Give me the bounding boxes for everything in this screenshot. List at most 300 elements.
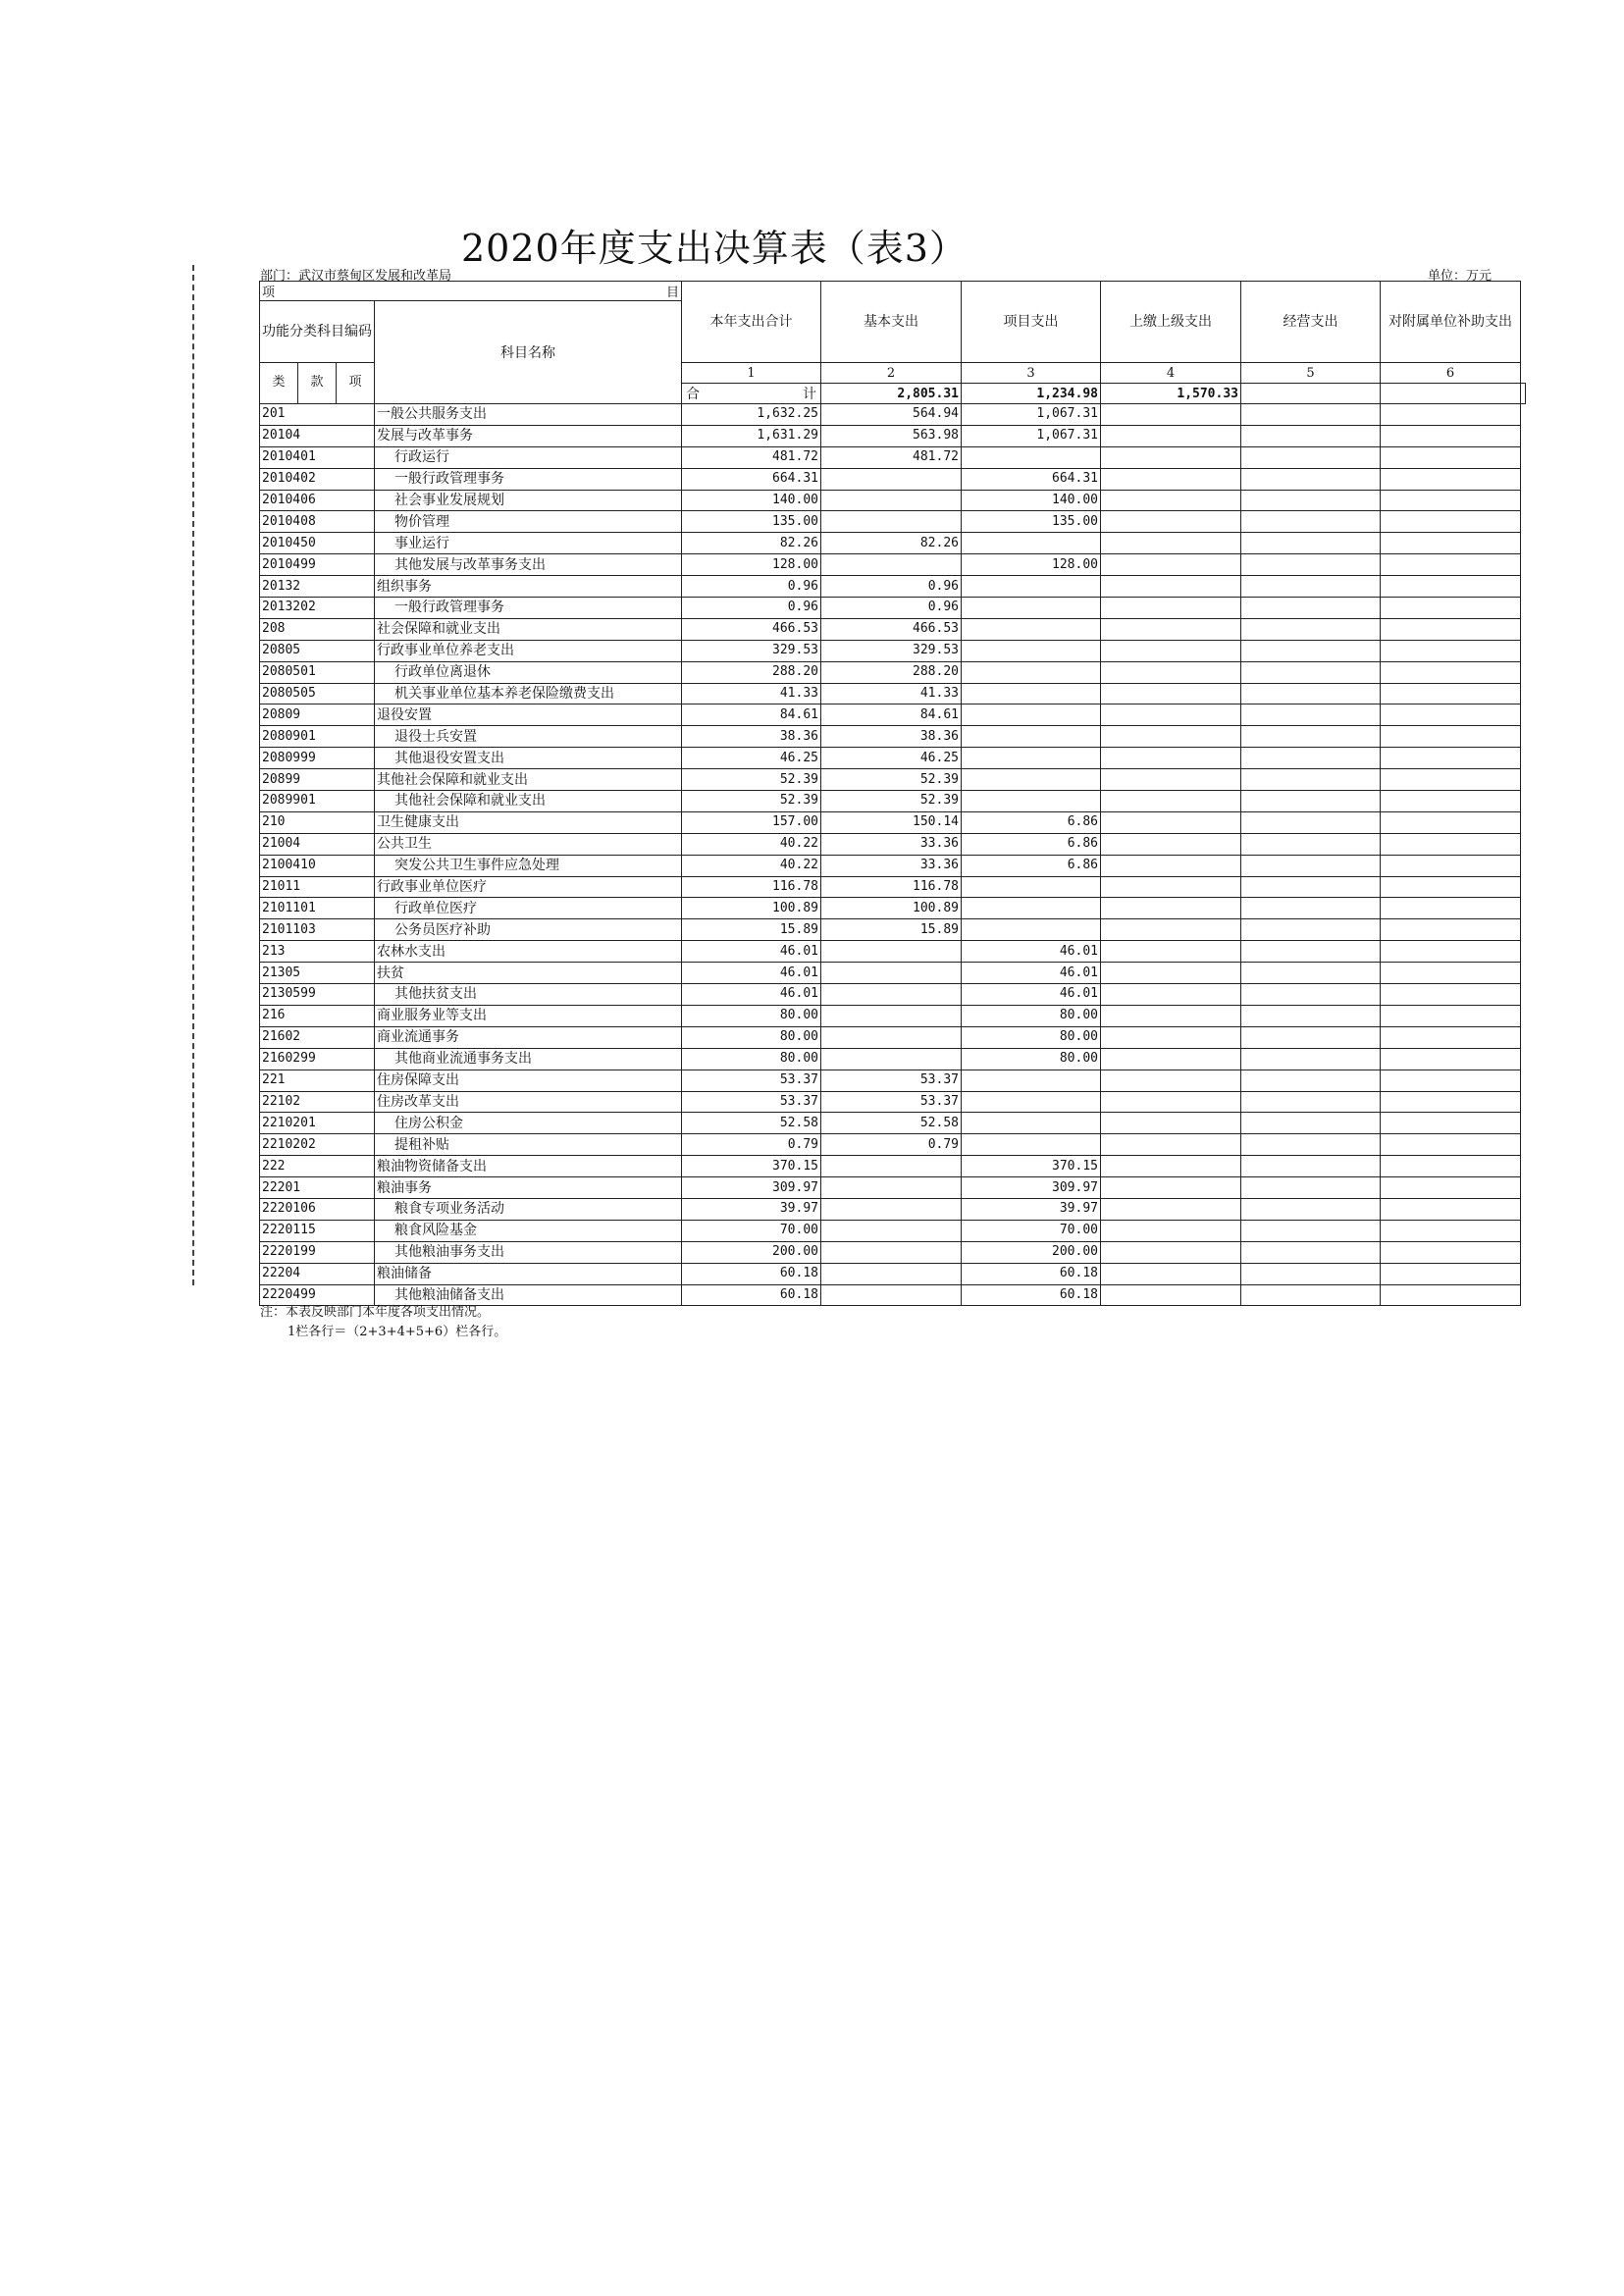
table-row xyxy=(260,791,1526,812)
row-value-6 xyxy=(1381,919,1521,941)
row-value-2: 38.36 xyxy=(821,726,962,748)
row-name: 公共卫生 xyxy=(375,833,682,855)
row-name: 一般行政管理事务 xyxy=(375,468,682,490)
row-code: 2080505 xyxy=(260,683,375,704)
row-code: 22204 xyxy=(260,1263,375,1284)
row-code: 22201 xyxy=(260,1177,375,1199)
row-value-5 xyxy=(1241,1070,1381,1091)
row-value-6 xyxy=(1381,404,1521,426)
row-value-3 xyxy=(962,748,1101,769)
col-header-3: 项目支出 xyxy=(962,282,1101,363)
row-value-3: 80.00 xyxy=(962,1005,1101,1026)
row-code: 2080501 xyxy=(260,661,375,683)
row-value-2: 0.96 xyxy=(821,576,962,598)
col-number-2: 2 xyxy=(821,363,962,384)
row-value-5 xyxy=(1241,984,1381,1006)
row-value-3 xyxy=(962,533,1101,554)
row-value-2 xyxy=(821,554,962,576)
total-label-he: 合 xyxy=(686,387,700,402)
row-name: 行政事业单位养老支出 xyxy=(375,640,682,661)
row-name: 一般公共服务支出 xyxy=(375,404,682,426)
row-name: 扶贫 xyxy=(375,963,682,984)
row-value-6 xyxy=(1381,1263,1521,1284)
row-code: 2100410 xyxy=(260,855,375,876)
row-name: 行政事业单位医疗 xyxy=(375,876,682,898)
table-row xyxy=(260,490,1526,511)
row-code: 222 xyxy=(260,1156,375,1177)
header-name-label: 科目名称 xyxy=(375,301,682,404)
row-value-2 xyxy=(821,984,962,1006)
row-value-4 xyxy=(1101,404,1241,426)
row-value-1: 1,632.25 xyxy=(682,404,821,426)
row-value-5 xyxy=(1241,661,1381,683)
row-value-6 xyxy=(1381,704,1521,726)
row-value-1: 40.22 xyxy=(682,833,821,855)
row-value-4 xyxy=(1101,963,1241,984)
row-name: 退役士兵安置 xyxy=(375,726,682,748)
row-name: 农林水支出 xyxy=(375,941,682,963)
row-value-3: 309.97 xyxy=(962,1177,1101,1199)
table-row xyxy=(260,1113,1526,1134)
table-row xyxy=(260,898,1526,919)
page-edge-mark xyxy=(192,265,196,1285)
row-value-6 xyxy=(1381,984,1521,1006)
note-line-2: 1栏各行＝（2+3+4+5+6）栏各行。 xyxy=(288,1325,507,1339)
row-code: 2130599 xyxy=(260,984,375,1006)
row-value-5 xyxy=(1241,941,1381,963)
table-row xyxy=(260,1070,1526,1091)
row-value-3 xyxy=(962,446,1101,468)
row-value-4 xyxy=(1101,833,1241,855)
row-name: 其他社会保障和就业支出 xyxy=(375,791,682,812)
row-code: 20132 xyxy=(260,576,375,598)
row-value-5 xyxy=(1241,748,1381,769)
row-value-3: 200.00 xyxy=(962,1241,1101,1263)
row-value-6 xyxy=(1381,683,1521,704)
row-value-5 xyxy=(1241,533,1381,554)
row-code: 2210201 xyxy=(260,1113,375,1134)
row-value-5 xyxy=(1241,598,1381,619)
row-value-6 xyxy=(1381,1113,1521,1134)
row-value-6 xyxy=(1381,811,1521,833)
row-value-4 xyxy=(1101,726,1241,748)
table-row xyxy=(260,554,1526,576)
row-value-2: 564.94 xyxy=(821,404,962,426)
row-code: 2080901 xyxy=(260,726,375,748)
row-value-1: 82.26 xyxy=(682,533,821,554)
row-value-3 xyxy=(962,598,1101,619)
row-name: 提租补贴 xyxy=(375,1134,682,1156)
row-value-1: 80.00 xyxy=(682,1048,821,1070)
col-header-5: 经营支出 xyxy=(1241,282,1381,363)
row-value-5 xyxy=(1241,1156,1381,1177)
row-code: 2010402 xyxy=(260,468,375,490)
row-value-6 xyxy=(1381,941,1521,963)
row-value-4 xyxy=(1101,898,1241,919)
row-value-2: 150.14 xyxy=(821,811,962,833)
row-value-5 xyxy=(1241,683,1381,704)
row-name: 住房改革支出 xyxy=(375,1091,682,1113)
row-value-4 xyxy=(1101,683,1241,704)
row-value-4 xyxy=(1101,1241,1241,1263)
row-value-1: 200.00 xyxy=(682,1241,821,1263)
row-value-1: 157.00 xyxy=(682,811,821,833)
total-value-1: 2,805.31 xyxy=(821,384,962,404)
row-name: 其他社会保障和就业支出 xyxy=(375,769,682,791)
row-value-5 xyxy=(1241,963,1381,984)
header-lei-kuan-xiang xyxy=(260,363,375,404)
row-value-6 xyxy=(1381,1091,1521,1113)
total-value-5 xyxy=(1381,384,1521,404)
row-value-4 xyxy=(1101,941,1241,963)
row-value-2: 82.26 xyxy=(821,533,962,554)
row-value-3: 1,067.31 xyxy=(962,425,1101,446)
row-value-1: 52.39 xyxy=(682,791,821,812)
row-value-5 xyxy=(1241,404,1381,426)
row-value-6 xyxy=(1381,576,1521,598)
header-code-label: 功能分类科目编码 xyxy=(260,301,375,363)
row-value-1: 100.89 xyxy=(682,898,821,919)
total-label-ji: 计 xyxy=(803,387,816,402)
row-value-3: 128.00 xyxy=(962,554,1101,576)
row-value-5 xyxy=(1241,1284,1381,1306)
row-value-1: 288.20 xyxy=(682,661,821,683)
expenditure-table xyxy=(259,281,1526,1306)
row-code: 2013202 xyxy=(260,598,375,619)
row-value-4 xyxy=(1101,1198,1241,1220)
row-value-5 xyxy=(1241,618,1381,640)
table-row xyxy=(260,963,1526,984)
row-value-2: 41.33 xyxy=(821,683,962,704)
table-row xyxy=(260,661,1526,683)
row-value-3 xyxy=(962,640,1101,661)
row-value-6 xyxy=(1381,446,1521,468)
row-value-3: 370.15 xyxy=(962,1156,1101,1177)
row-name: 突发公共卫生事件应急处理 xyxy=(375,855,682,876)
table-row xyxy=(260,876,1526,898)
row-value-5 xyxy=(1241,1048,1381,1070)
row-name: 社会保障和就业支出 xyxy=(375,618,682,640)
table-row xyxy=(260,984,1526,1006)
row-value-5 xyxy=(1241,1220,1381,1241)
row-code: 21004 xyxy=(260,833,375,855)
row-value-2 xyxy=(821,1005,962,1026)
row-value-6 xyxy=(1381,833,1521,855)
row-name: 退役安置 xyxy=(375,704,682,726)
row-value-4 xyxy=(1101,446,1241,468)
row-value-6 xyxy=(1381,898,1521,919)
row-value-3 xyxy=(962,769,1101,791)
row-name: 商业流通事务 xyxy=(375,1026,682,1048)
row-value-5 xyxy=(1241,576,1381,598)
row-value-2 xyxy=(821,941,962,963)
row-value-6 xyxy=(1381,1005,1521,1026)
total-label xyxy=(682,384,821,404)
row-value-4 xyxy=(1101,425,1241,446)
table-row xyxy=(260,833,1526,855)
row-value-4 xyxy=(1101,1263,1241,1284)
table-row xyxy=(260,1198,1526,1220)
col-number-4: 4 xyxy=(1101,363,1241,384)
row-value-5 xyxy=(1241,490,1381,511)
row-value-3: 46.01 xyxy=(962,963,1101,984)
row-value-6 xyxy=(1381,1048,1521,1070)
department-label: 部门：武汉市蔡甸区发展和改革局 xyxy=(260,269,452,284)
row-value-3: 80.00 xyxy=(962,1048,1101,1070)
row-value-3: 1,067.31 xyxy=(962,404,1101,426)
row-code: 21011 xyxy=(260,876,375,898)
row-name: 粮食风险基金 xyxy=(375,1220,682,1241)
row-value-2: 0.79 xyxy=(821,1134,962,1156)
row-value-3: 6.86 xyxy=(962,855,1101,876)
row-value-2 xyxy=(821,1241,962,1263)
row-value-4 xyxy=(1101,1005,1241,1026)
note-line-1: 注：本表反映部门本年度各项支出情况。 xyxy=(260,1305,491,1320)
row-code: 213 xyxy=(260,941,375,963)
row-value-1: 60.18 xyxy=(682,1263,821,1284)
row-value-1: 370.15 xyxy=(682,1156,821,1177)
row-code: 20809 xyxy=(260,704,375,726)
row-value-6 xyxy=(1381,640,1521,661)
row-value-6 xyxy=(1381,726,1521,748)
row-value-4 xyxy=(1101,490,1241,511)
row-value-2: 46.25 xyxy=(821,748,962,769)
table-row xyxy=(260,769,1526,791)
row-value-5 xyxy=(1241,446,1381,468)
row-value-5 xyxy=(1241,919,1381,941)
row-value-3 xyxy=(962,1113,1101,1134)
row-value-2 xyxy=(821,1198,962,1220)
col-header-4: 上缴上级支出 xyxy=(1101,282,1241,363)
row-value-2: 52.39 xyxy=(821,791,962,812)
row-value-1: 84.61 xyxy=(682,704,821,726)
row-name: 粮食专项业务活动 xyxy=(375,1198,682,1220)
row-value-5 xyxy=(1241,855,1381,876)
row-value-4 xyxy=(1101,1026,1241,1048)
row-value-3 xyxy=(962,726,1101,748)
row-name: 行政单位医疗 xyxy=(375,898,682,919)
row-value-5 xyxy=(1241,1113,1381,1134)
row-value-5 xyxy=(1241,1026,1381,1048)
row-value-1: 15.89 xyxy=(682,919,821,941)
row-value-6 xyxy=(1381,618,1521,640)
row-value-4 xyxy=(1101,554,1241,576)
row-value-4 xyxy=(1101,640,1241,661)
row-value-2 xyxy=(821,468,962,490)
row-value-1: 39.97 xyxy=(682,1198,821,1220)
row-value-6 xyxy=(1381,1134,1521,1156)
row-value-4 xyxy=(1101,1091,1241,1113)
row-value-5 xyxy=(1241,1263,1381,1284)
row-value-2: 563.98 xyxy=(821,425,962,446)
header-xiang2: 项 xyxy=(348,375,362,390)
row-value-2: 0.96 xyxy=(821,598,962,619)
row-code: 208 xyxy=(260,618,375,640)
table-row xyxy=(260,919,1526,941)
row-value-4 xyxy=(1101,1284,1241,1306)
row-value-4 xyxy=(1101,598,1241,619)
table-row xyxy=(260,1263,1526,1284)
row-value-3 xyxy=(962,661,1101,683)
row-value-4 xyxy=(1101,468,1241,490)
row-name: 其他粮油储备支出 xyxy=(375,1284,682,1306)
row-code: 210 xyxy=(260,811,375,833)
row-value-2: 481.72 xyxy=(821,446,962,468)
table-row xyxy=(260,726,1526,748)
row-name: 社会事业发展规划 xyxy=(375,490,682,511)
row-code: 20899 xyxy=(260,769,375,791)
total-value-2: 1,234.98 xyxy=(962,384,1101,404)
row-value-2: 53.37 xyxy=(821,1091,962,1113)
row-value-2: 52.39 xyxy=(821,769,962,791)
row-code: 2160299 xyxy=(260,1048,375,1070)
row-value-1: 466.53 xyxy=(682,618,821,640)
row-value-6 xyxy=(1381,598,1521,619)
row-value-3 xyxy=(962,704,1101,726)
row-value-2 xyxy=(821,1284,962,1306)
row-name: 卫生健康支出 xyxy=(375,811,682,833)
row-value-1: 40.22 xyxy=(682,855,821,876)
table-row xyxy=(260,598,1526,619)
row-name: 粮油事务 xyxy=(375,1177,682,1199)
row-name: 机关事业单位基本养老保险缴费支出 xyxy=(375,683,682,704)
row-value-2 xyxy=(821,1048,962,1070)
table-row xyxy=(260,1177,1526,1199)
header-mu: 目 xyxy=(665,286,679,300)
row-name: 其他发展与改革事务支出 xyxy=(375,554,682,576)
row-code: 21602 xyxy=(260,1026,375,1048)
table-row xyxy=(260,576,1526,598)
row-value-2 xyxy=(821,963,962,984)
row-value-1: 128.00 xyxy=(682,554,821,576)
row-value-4 xyxy=(1101,984,1241,1006)
row-value-2 xyxy=(821,1026,962,1048)
row-value-5 xyxy=(1241,876,1381,898)
row-name: 组织事务 xyxy=(375,576,682,598)
row-value-5 xyxy=(1241,1091,1381,1113)
row-value-4 xyxy=(1101,791,1241,812)
row-code: 2010406 xyxy=(260,490,375,511)
row-name: 发展与改革事务 xyxy=(375,425,682,446)
row-value-5 xyxy=(1241,898,1381,919)
row-value-3: 135.00 xyxy=(962,511,1101,533)
row-value-3 xyxy=(962,1091,1101,1113)
row-name: 粮油储备 xyxy=(375,1263,682,1284)
table-row xyxy=(260,1005,1526,1026)
row-value-1: 1,631.29 xyxy=(682,425,821,446)
row-value-2: 15.89 xyxy=(821,919,962,941)
row-code: 20805 xyxy=(260,640,375,661)
unit-label: 单位：万元 xyxy=(1427,269,1492,284)
row-name: 行政单位离退休 xyxy=(375,661,682,683)
row-value-5 xyxy=(1241,425,1381,446)
row-value-2: 52.58 xyxy=(821,1113,962,1134)
row-value-5 xyxy=(1241,791,1381,812)
row-value-6 xyxy=(1381,1220,1521,1241)
table-row xyxy=(260,640,1526,661)
row-value-3 xyxy=(962,919,1101,941)
row-name: 其他粮油事务支出 xyxy=(375,1241,682,1263)
row-value-2: 33.36 xyxy=(821,855,962,876)
table-row xyxy=(260,748,1526,769)
row-value-4 xyxy=(1101,533,1241,554)
row-name: 一般行政管理事务 xyxy=(375,598,682,619)
row-value-5 xyxy=(1241,640,1381,661)
row-value-4 xyxy=(1101,1134,1241,1156)
row-value-4 xyxy=(1101,661,1241,683)
row-value-1: 481.72 xyxy=(682,446,821,468)
row-value-1: 46.25 xyxy=(682,748,821,769)
col-header-6: 对附属单位补助支出 xyxy=(1381,282,1521,363)
row-value-1: 70.00 xyxy=(682,1220,821,1241)
row-name: 住房保障支出 xyxy=(375,1070,682,1091)
row-name: 公务员医疗补助 xyxy=(375,919,682,941)
row-code: 2220199 xyxy=(260,1241,375,1263)
row-value-3: 6.86 xyxy=(962,833,1101,855)
row-value-2: 33.36 xyxy=(821,833,962,855)
row-value-2 xyxy=(821,1220,962,1241)
row-value-4 xyxy=(1101,1070,1241,1091)
row-name: 物价管理 xyxy=(375,511,682,533)
row-value-2 xyxy=(821,1263,962,1284)
row-value-2: 466.53 xyxy=(821,618,962,640)
row-value-6 xyxy=(1381,511,1521,533)
table-row xyxy=(260,404,1526,426)
row-code: 2089901 xyxy=(260,791,375,812)
row-code: 2010408 xyxy=(260,511,375,533)
col-header-1: 本年支出合计 xyxy=(682,282,821,363)
row-value-6 xyxy=(1381,748,1521,769)
row-value-6 xyxy=(1381,769,1521,791)
row-value-2: 288.20 xyxy=(821,661,962,683)
row-name: 其他扶贫支出 xyxy=(375,984,682,1006)
row-value-6 xyxy=(1381,791,1521,812)
row-code: 201 xyxy=(260,404,375,426)
row-value-1: 60.18 xyxy=(682,1284,821,1306)
row-value-4 xyxy=(1101,1048,1241,1070)
row-value-5 xyxy=(1241,1241,1381,1263)
row-value-3 xyxy=(962,791,1101,812)
row-value-5 xyxy=(1241,511,1381,533)
table-row xyxy=(260,811,1526,833)
row-value-1: 0.96 xyxy=(682,576,821,598)
row-value-4 xyxy=(1101,855,1241,876)
row-value-6 xyxy=(1381,554,1521,576)
row-code: 2080999 xyxy=(260,748,375,769)
row-code: 21305 xyxy=(260,963,375,984)
row-value-1: 80.00 xyxy=(682,1026,821,1048)
row-name: 事业运行 xyxy=(375,533,682,554)
row-value-2 xyxy=(821,490,962,511)
row-value-5 xyxy=(1241,1198,1381,1220)
row-value-6 xyxy=(1381,1241,1521,1263)
row-value-3: 46.01 xyxy=(962,941,1101,963)
row-value-6 xyxy=(1381,490,1521,511)
row-value-1: 41.33 xyxy=(682,683,821,704)
row-value-6 xyxy=(1381,855,1521,876)
table-row xyxy=(260,1156,1526,1177)
row-value-4 xyxy=(1101,511,1241,533)
row-value-5 xyxy=(1241,1177,1381,1199)
row-value-6 xyxy=(1381,1284,1521,1306)
row-value-4 xyxy=(1101,769,1241,791)
row-value-6 xyxy=(1381,533,1521,554)
row-value-1: 52.58 xyxy=(682,1113,821,1134)
table-row xyxy=(260,1134,1526,1156)
row-code: 2101103 xyxy=(260,919,375,941)
row-value-3 xyxy=(962,576,1101,598)
col-header-2: 基本支出 xyxy=(821,282,962,363)
